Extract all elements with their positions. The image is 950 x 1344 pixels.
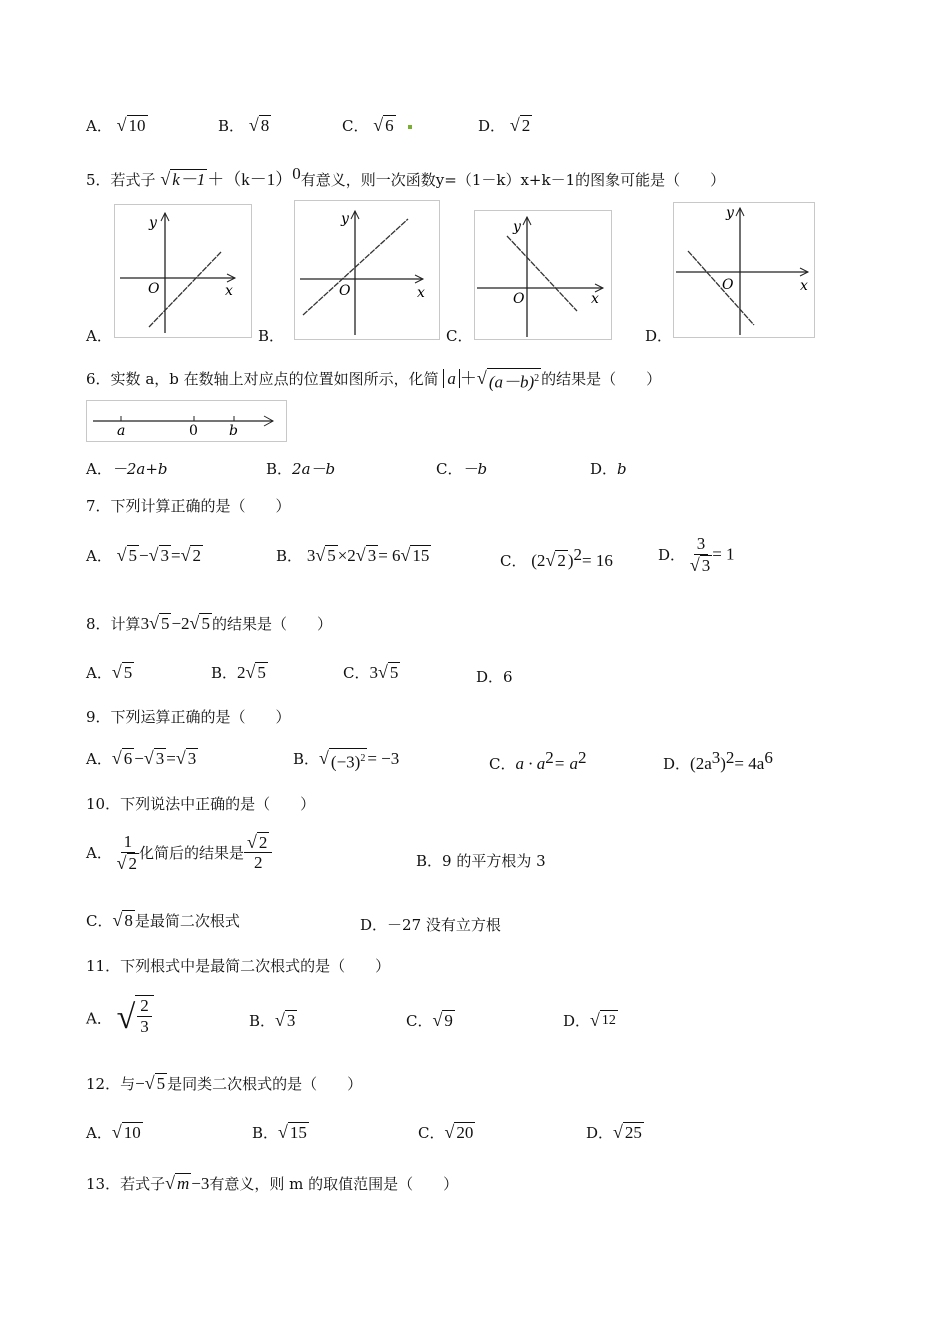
q8-option-c: C．3 √ 5	[343, 662, 399, 682]
q5-option-d-label: D．	[645, 327, 673, 345]
q11-option-b: B． √ 3	[249, 1010, 296, 1030]
q7-option-c: C． (2 √ 2 )$^2$= 16	[500, 545, 613, 570]
q10-option-b: B．9 的平方根为 3	[416, 852, 546, 870]
q4-option-d-value: √ 2	[509, 115, 531, 135]
stray-dot	[408, 125, 412, 129]
origin-label: O	[148, 281, 160, 297]
q4-option-c: C． √ 6	[342, 115, 412, 136]
q5-graph-a	[114, 204, 252, 338]
q5-option-b-label: B．	[258, 327, 285, 345]
q6-option-c: C．－b	[436, 460, 488, 478]
q4-option-d: D． √ 2	[478, 115, 531, 135]
q4-options	[86, 115, 148, 136]
q6-radical: √ $(a-b)^2$	[476, 368, 540, 392]
q4-option-a-label: A．	[86, 117, 112, 135]
function-line	[688, 251, 754, 325]
q9-option-b: B． √ $(-3)^2$ = −3	[293, 748, 400, 772]
q12-option-c: C． √ 20	[418, 1122, 474, 1142]
q9-option-a: A． √ 6 − √ 3 = √ 3	[86, 748, 197, 768]
q5-graph-b	[294, 200, 440, 340]
q9-option-d: D．$(2a^3)^2= 4a^6$	[663, 748, 773, 773]
q6-option-d: D．b	[590, 460, 627, 478]
q4-option-a-value: √ 10	[116, 115, 146, 135]
q8-option-a: A． √ 5	[86, 662, 133, 682]
q7-option-a: A． √ 5 − √ 3 = √ 2	[86, 545, 201, 565]
origin-label: O	[722, 277, 734, 293]
q4-option-b: B． √ 8	[218, 115, 270, 135]
q7-stem: 7．下列计算正确的是（ ）	[86, 497, 291, 515]
x-axis-label: x	[800, 278, 808, 294]
q10-option-c: C． √ 8 是最简二次根式	[86, 910, 240, 930]
q6-stem: 6．实数 a，b 在数轴上对应点的位置如图所示，化简 a ＋ √ $(a-b)^2$ 的结果是（ ）	[86, 368, 662, 392]
q4-option-b-value: √ 8	[248, 115, 270, 135]
q11-option-a: A． √ $\frac{2}{3}$	[86, 995, 154, 1041]
q5-stem: 5．若式子 √ k－1 $+(k-1)^0$有意义，则一次函数y=（1－k）x+k－1的图象可能是（ ）	[86, 164, 726, 189]
q6-number-line	[86, 400, 287, 442]
q8-option-b: B．2 √ 5	[211, 662, 266, 682]
label-a: a	[117, 423, 126, 439]
q12-option-d: D． √ 25	[586, 1122, 642, 1142]
q5-option-c-label: C．	[446, 327, 473, 345]
y-axis-label: y	[726, 205, 734, 221]
q13-stem: 13．若式子 √ m −3有意义，则 m 的取值范围是（ ）	[86, 1173, 459, 1193]
label-b: b	[229, 423, 238, 439]
q9-option-c: C．$a \cdot a^2= a^2$	[489, 748, 587, 773]
q10-option-a: A． 1 √ 2 化简后的结果是 √ 2 2	[86, 832, 272, 873]
q12-option-a: A． √ 10	[86, 1122, 141, 1142]
x-axis-label: x	[591, 291, 599, 307]
q6-absolute-value: a	[443, 369, 460, 388]
origin-label: O	[339, 283, 351, 299]
q11-option-c: C． √ 9	[406, 1010, 453, 1030]
q11-option-d: D． √ 12	[563, 1010, 616, 1030]
label-0: 0	[189, 423, 198, 439]
q5-option-a-label: A．	[86, 327, 112, 345]
q8-stem: 8．计算3 √ 5 −2 √ 5 的结果是（ ）	[86, 613, 332, 633]
q6-option-a: A．－2a+b	[86, 460, 168, 478]
q12-option-b: B． √ 15	[252, 1122, 307, 1142]
y-axis-label: y	[513, 219, 521, 235]
q9-stem: 9．下列运算正确的是（ ）	[86, 708, 291, 726]
q5-graph-d	[673, 202, 815, 338]
function-line	[149, 252, 221, 327]
y-axis-label: y	[149, 215, 157, 231]
q5-radical: √ k－1	[160, 169, 206, 189]
q10-option-d: D．－27 没有立方根	[360, 916, 501, 934]
q11-stem: 11．下列根式中是最简二次根式的是（ ）	[86, 957, 391, 975]
q8-option-d: D．6	[476, 668, 513, 686]
q7-option-b: B． 3 √ 5 ×2 √ 3 = 6 √ 15	[276, 545, 430, 565]
q4-option-c-value: √ 6	[373, 115, 394, 135]
origin-label: O	[513, 291, 525, 307]
q6-option-b: B．2a－b	[266, 460, 336, 478]
q10-stem: 10．下列说法中正确的是（ ）	[86, 795, 316, 813]
x-axis-label: x	[417, 285, 425, 301]
q5-graph-c	[474, 210, 612, 340]
y-axis-label: y	[341, 211, 349, 227]
q12-stem: 12．与− √ 5 是同类二次根式的是（ ）	[86, 1073, 363, 1093]
x-axis-label: x	[225, 283, 233, 299]
q7-option-d: D． 3 √ 3 = 1	[658, 534, 735, 575]
